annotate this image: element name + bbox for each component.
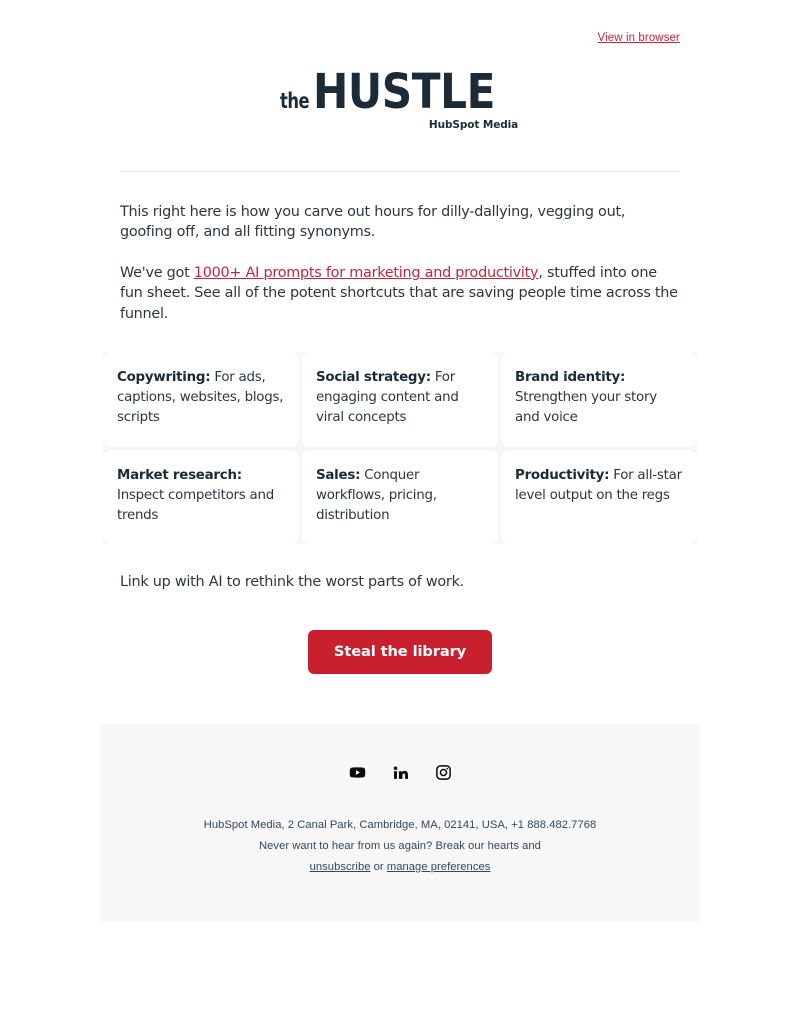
closing-copy (0, 544, 800, 592)
use-case-card (501, 450, 697, 544)
instagram-icon[interactable] (435, 764, 452, 781)
youtube-icon[interactable] (349, 764, 366, 781)
logo-the-text: the (279, 89, 310, 113)
footer-or-text: or (370, 860, 387, 873)
card-description: Conquer workflows, pricing, distribution (316, 467, 437, 523)
card-title: Social strategy: (316, 370, 431, 386)
card-text (515, 368, 683, 428)
logo-lockup (279, 64, 520, 131)
offer-text-after: , stuffed into one fun sheet. See all of the potent shortcuts that are saving people time across the funnel. (120, 264, 678, 322)
card-text (117, 466, 285, 526)
body-copy (0, 172, 800, 324)
card-description: Inspect competitors and trends (117, 487, 274, 523)
use-case-card (302, 352, 498, 446)
offer-text-before: We've got (120, 264, 194, 281)
closing-paragraph: Link up with AI to rethink the worst parts of work. (120, 573, 464, 590)
steal-the-library-button[interactable]: Steal the library (308, 630, 492, 674)
use-case-card (302, 450, 498, 544)
logo-wordmark (279, 64, 520, 120)
footer (100, 724, 700, 921)
linkedin-icon[interactable] (392, 764, 409, 781)
card-text (515, 466, 683, 506)
card-title: Brand identity: (515, 370, 626, 386)
view-in-browser-link[interactable]: View in browser (597, 32, 680, 44)
footer-address: HubSpot Media, 2 Canal Park, Cambridge, MA, 02141, USA, +1 888.482.7768 (203, 819, 597, 832)
card-title: Market research: (117, 467, 242, 483)
card-text (316, 368, 484, 428)
manage-preferences-link[interactable]: manage preferences (386, 860, 491, 873)
use-case-card (501, 352, 697, 446)
offer-paragraph (120, 263, 680, 324)
card-title: Sales: (316, 467, 361, 483)
logo-hustle-text: HUSTLE (313, 64, 496, 120)
card-description: Strengthen your story and voice (515, 390, 657, 426)
card-description: For engaging content and viral concepts (316, 370, 459, 426)
brand-logo[interactable] (0, 46, 800, 133)
card-text (316, 466, 484, 526)
card-title: Productivity: (515, 467, 610, 483)
footer-optout-links (130, 857, 670, 878)
intro-paragraph: This right here is how you carve out hours for dilly-dallying, vegging out, goofing off, and all fitting synonyms. (120, 204, 626, 241)
footer-optout-prompt: Never want to hear from us again? Break our hearts and (259, 840, 541, 853)
card-title: Copywriting: (117, 370, 211, 386)
card-description: For all-star level output on the regs (515, 467, 682, 503)
preheader (0, 0, 800, 46)
use-case-card (103, 450, 299, 544)
use-case-grid (103, 352, 697, 544)
card-text (117, 368, 285, 428)
cta-section (0, 592, 800, 674)
use-case-card (103, 352, 299, 446)
card-description: For ads, captions, websites, blogs, scripts (117, 370, 284, 426)
social-links (130, 764, 670, 781)
logo-subtitle: HubSpot Media (428, 119, 519, 131)
ai-prompts-link[interactable]: 1000+ AI prompts for marketing and productivity (193, 264, 539, 281)
unsubscribe-link[interactable]: unsubscribe (309, 860, 371, 873)
